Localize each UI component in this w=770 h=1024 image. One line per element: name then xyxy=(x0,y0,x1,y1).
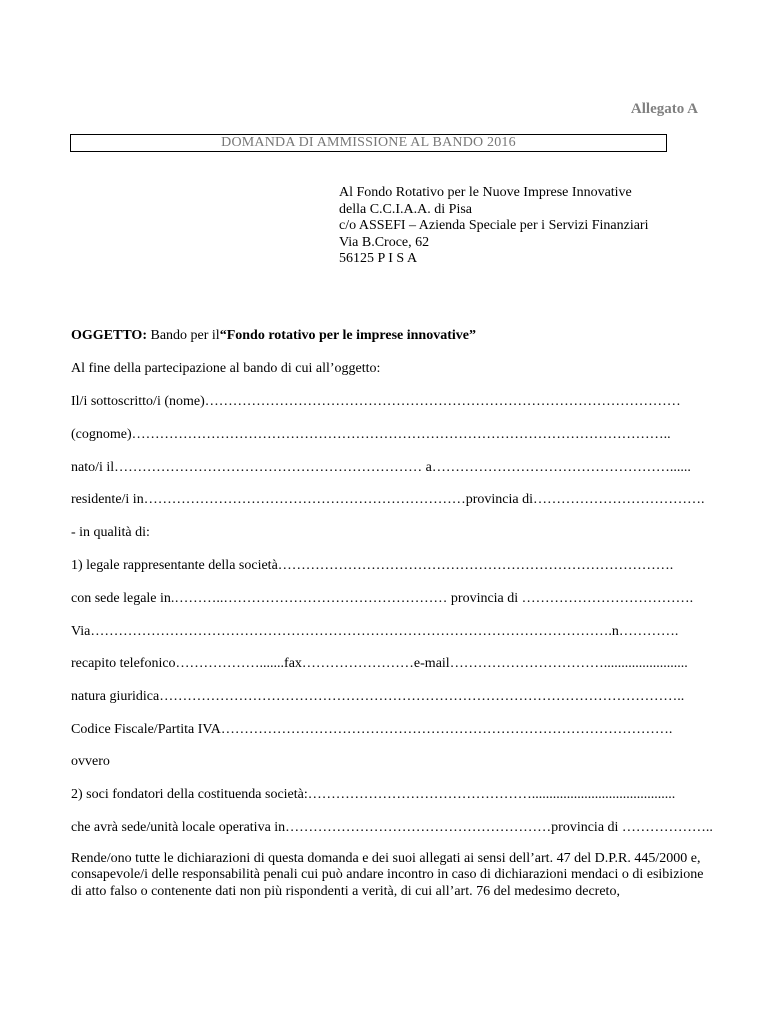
residente-field[interactable]: residente/i in……………………………………………………………provincia di………………………………. xyxy=(71,492,705,507)
nato-field[interactable]: nato/i il………………………………………………………… a……………………………………………...... xyxy=(71,460,691,475)
address-line-3: c/o ASSEFI – Azienda Speciale per i Servizi Finanziari xyxy=(339,218,649,233)
declaration-paragraph xyxy=(71,851,704,900)
natura-giuridica-field[interactable]: natura giuridica………………………………………………………………………………………………….. xyxy=(71,689,685,704)
oggetto-label: OGGETTO: xyxy=(71,328,147,343)
sede-operativa-field[interactable]: che avrà sede/unità locale operativa in…………………………………………………provincia di ……………….. xyxy=(71,820,713,835)
declaration-line-1: Rende/ono tutte le dichiarazioni di questa domanda e dei suoi allegati ai sensi dell’art. 47 del D.P.R. 445/2000 e, xyxy=(71,851,701,866)
cognome-field[interactable]: (cognome)…………………………………………………………………………………………………….. xyxy=(71,427,671,442)
codice-fiscale-field[interactable]: Codice Fiscale/Partita IVA……………………………………………………………………………………. xyxy=(71,722,673,737)
recapito-field[interactable]: recapito telefonico……………….......fax……………………e-mail……………………………........................ xyxy=(71,656,688,671)
soci-fondatori-field[interactable]: 2) soci fondatori della costituenda società:…………………………………………......................................... xyxy=(71,787,676,802)
qualita-label: - in qualità di: xyxy=(71,525,150,540)
address-line-2: della C.C.I.A.A. di Pisa xyxy=(339,201,472,217)
legale-rappresentante-field[interactable]: 1) legale rappresentante della società…………………………………………………………………………. xyxy=(71,558,674,573)
address-line-5: 56125 P I S A xyxy=(339,251,418,266)
oggetto-fund-name: “Fondo rotativo per le imprese innovative” xyxy=(219,328,476,343)
via-field[interactable]: Via………………………………………………………………………………………………….n…………. xyxy=(71,624,679,639)
nome-field[interactable]: Il/i sottoscritto/i (nome)………………………………………………………………………………………… xyxy=(71,394,681,409)
intro-line: Al fine della partecipazione al bando di cui all’oggetto: xyxy=(71,361,381,376)
address-line-1: Al Fondo Rotativo per le Nuove Imprese Innovative xyxy=(339,185,632,200)
declaration-line-3: di atto falso o contenente dati non più rispondenti a verità, di cui all’art. 76 del medesimo decreto, xyxy=(71,883,620,899)
address-line-4: Via B.Croce, 62 xyxy=(339,234,430,250)
declaration-line-2: consapevole/i delle responsabilità penali cui può andare incontro in caso di dichiarazioni mendaci o di esibizione xyxy=(71,867,704,883)
allegato-label: Allegato A xyxy=(630,101,698,117)
sede-legale-field[interactable]: con sede legale in.………..………………………………………… provincia di ………………………………. xyxy=(71,591,694,606)
oggetto-line xyxy=(71,328,476,344)
document-title: DOMANDA DI AMMISSIONE AL BANDO 2016 xyxy=(70,134,667,152)
recipient-address xyxy=(339,185,648,268)
ovvero-label: ovvero xyxy=(71,754,110,769)
oggetto-text: Bando per il xyxy=(146,328,220,343)
